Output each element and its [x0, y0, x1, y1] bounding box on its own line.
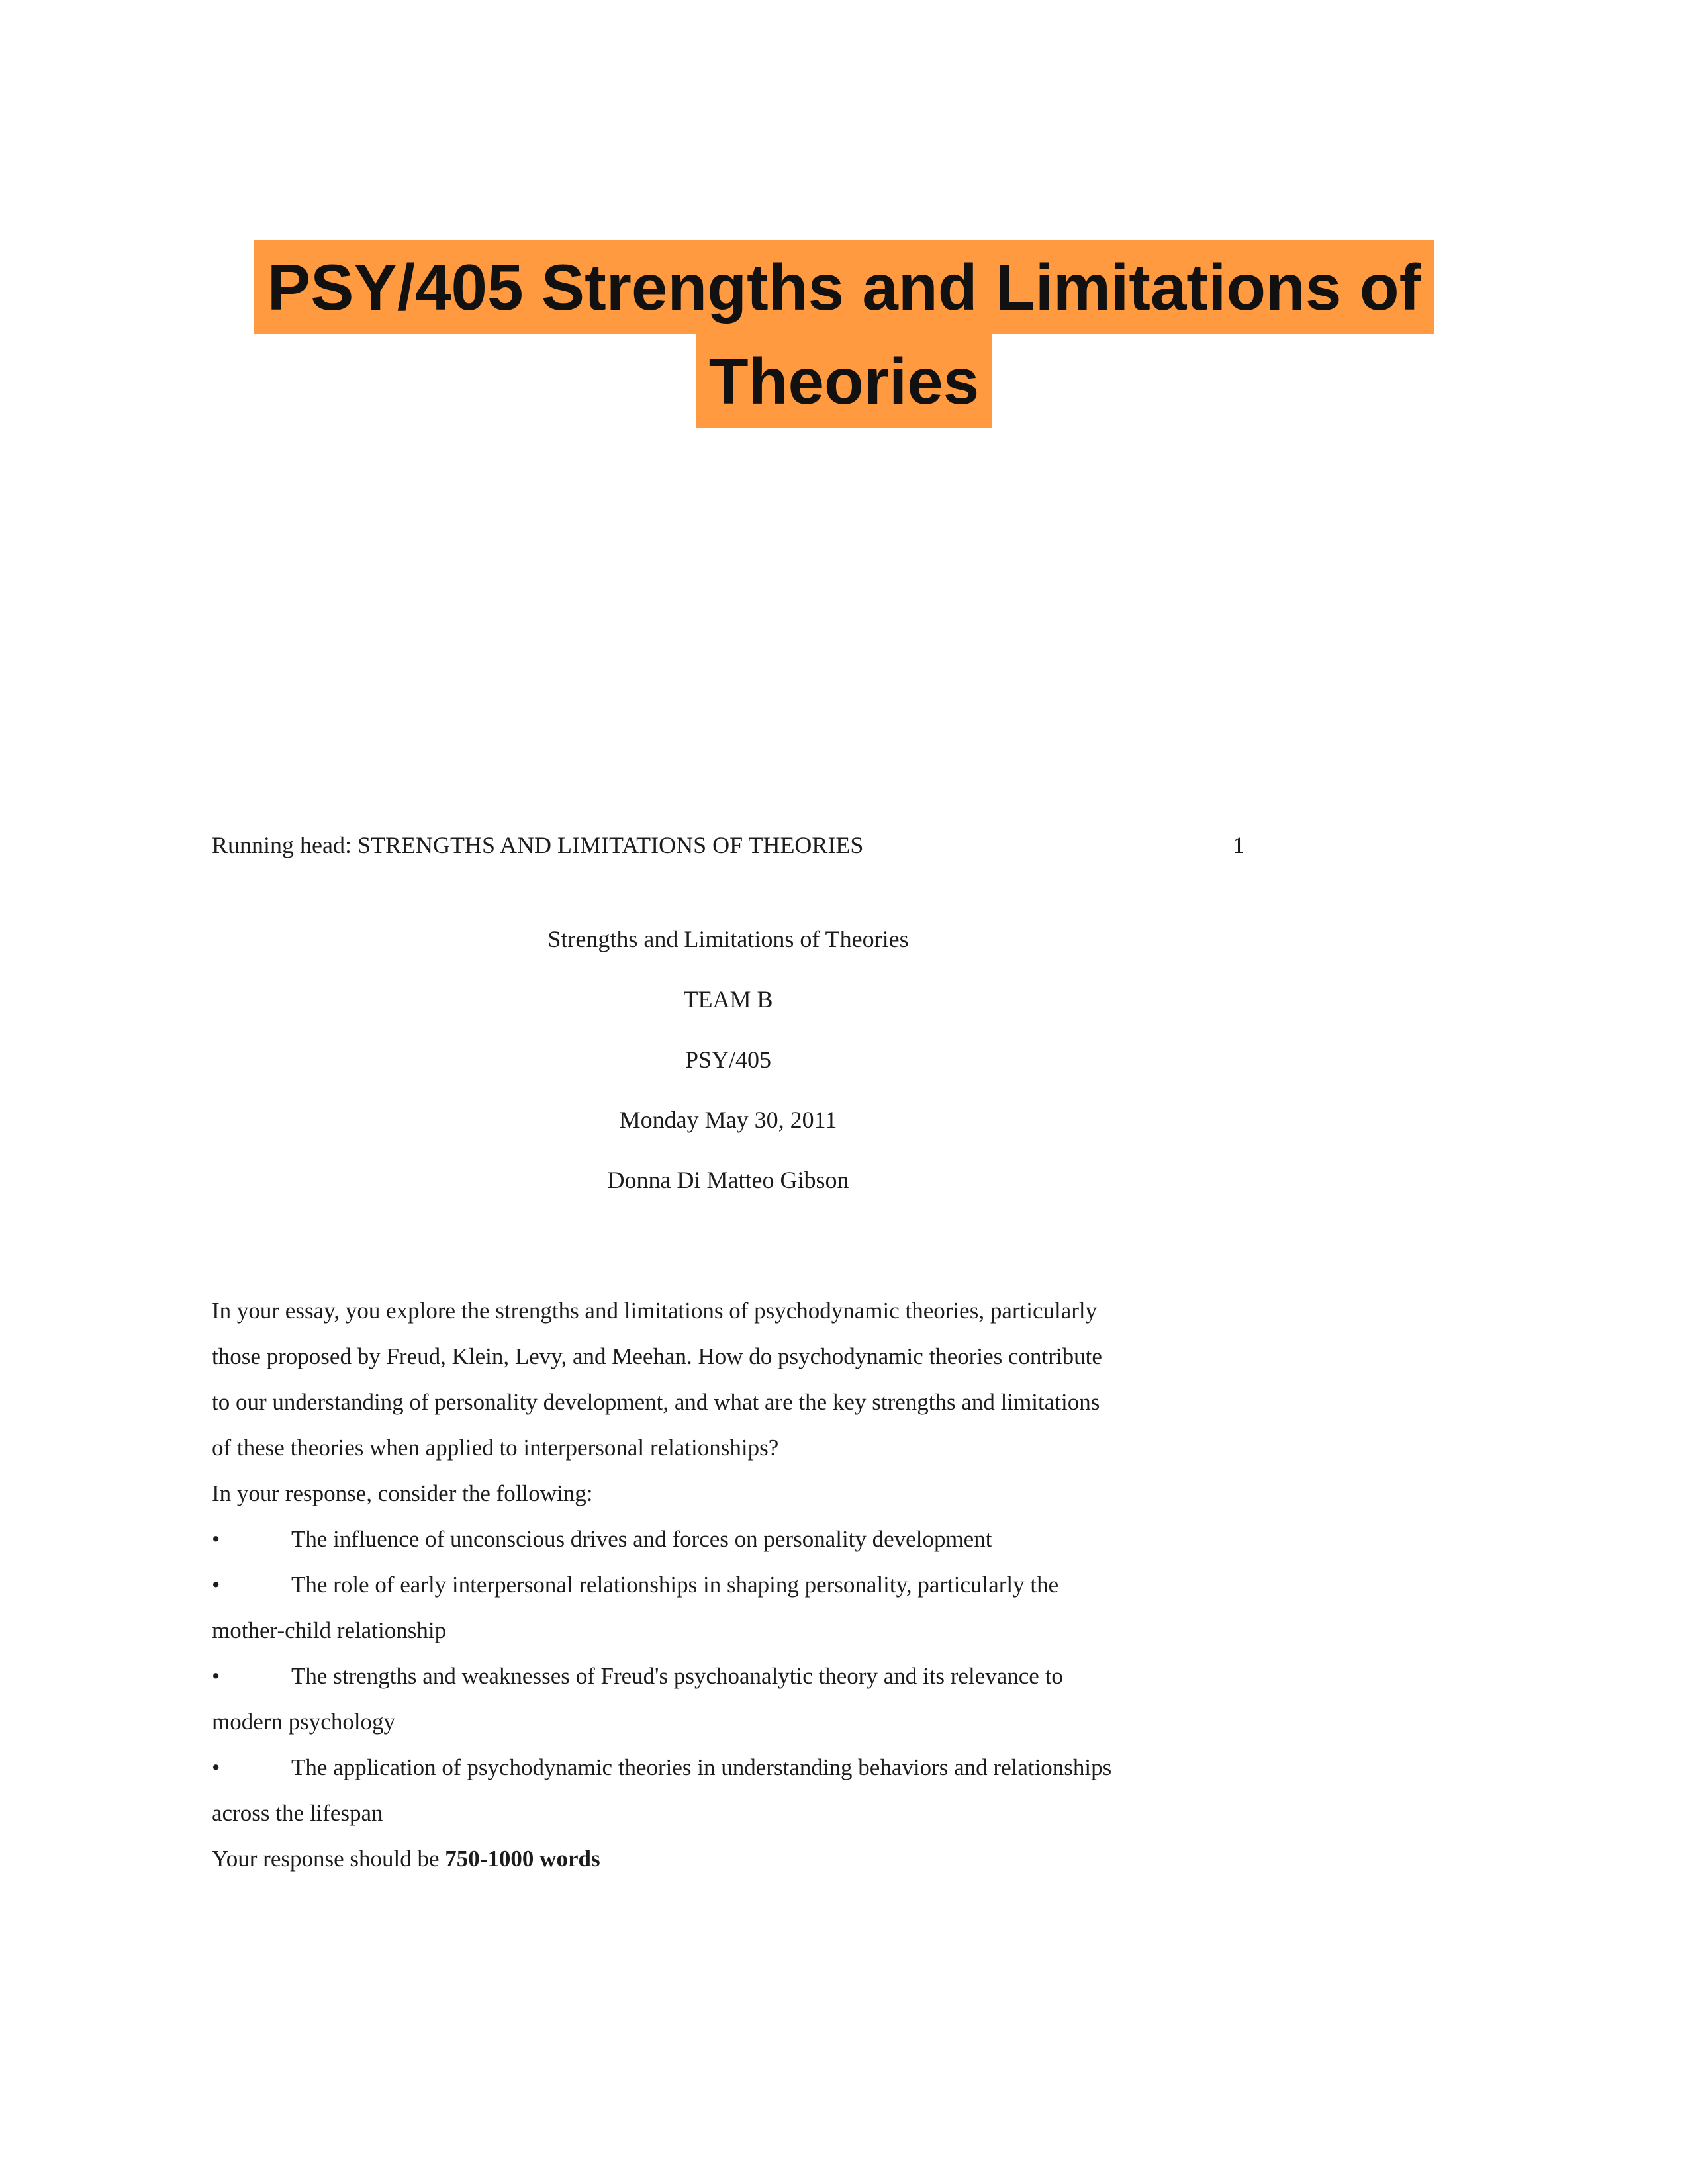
page-number: 1 [1233, 832, 1244, 858]
document-title [0, 240, 1688, 428]
bullet-continuation: mother-child relationship [212, 1617, 447, 1643]
course-code: PSY/405 [684, 1046, 772, 1073]
consider-line: In your response, consider the following: [212, 1480, 593, 1506]
bullet-item-3 [212, 1653, 1258, 1699]
intro-line-2: those proposed by Freud, Klein, Levy, and Meehan. How do psychodynamic theories contribute [212, 1343, 1102, 1369]
bullet-icon: • [212, 1754, 220, 1780]
author-name: Donna Di Matteo Gibson [607, 1167, 849, 1193]
bullet-continuation: modern psychology [212, 1709, 396, 1735]
bullet-text: The influence of unconscious drives and forces on personality development [291, 1526, 992, 1552]
bullet-item-2 [212, 1562, 1258, 1608]
intro-line-3: to our understanding of personality development, and what are the key strengths and limitations [212, 1389, 1100, 1415]
title-line-2: Theories [696, 334, 992, 428]
bullet-item-1 [212, 1516, 1258, 1562]
length-value: 750-1000 words [445, 1846, 600, 1872]
intro-line-4: of these theories when applied to interpersonal relationships? [212, 1435, 779, 1461]
bullet-text: The role of early interpersonal relationships in shaping personality, particularly the [291, 1572, 1059, 1598]
title-line-1: PSY/405 Strengths and Limitations of [254, 240, 1434, 334]
bullet-item-4 [212, 1745, 1258, 1790]
bullet-icon: • [212, 1663, 220, 1689]
bullet-text: The application of psychodynamic theories in understanding behaviors and relationships [291, 1754, 1112, 1780]
bullet-icon: • [212, 1572, 220, 1598]
paper-title: Strengths and Limitations of Theories [547, 926, 909, 952]
running-head [212, 829, 1244, 861]
running-head-label: Running head: STRENGTHS AND LIMITATIONS OF THEORIES [212, 832, 864, 858]
length-requirement [212, 1836, 1258, 1882]
team-name: TEAM B [683, 986, 773, 1013]
title-page-block [212, 923, 1244, 1224]
paper-date: Monday May 30, 2011 [619, 1107, 837, 1133]
bullet-continuation: across the lifespan [212, 1800, 383, 1826]
bullet-icon: • [212, 1526, 220, 1552]
essay-prompt [212, 1288, 1258, 1882]
bullet-text: The strengths and weaknesses of Freud's psychoanalytic theory and its relevance to [291, 1663, 1063, 1689]
length-prefix: Your response should be [212, 1846, 445, 1872]
intro-line-1: In your essay, you explore the strengths and limitations of psychodynamic theories, particularly [212, 1298, 1098, 1324]
